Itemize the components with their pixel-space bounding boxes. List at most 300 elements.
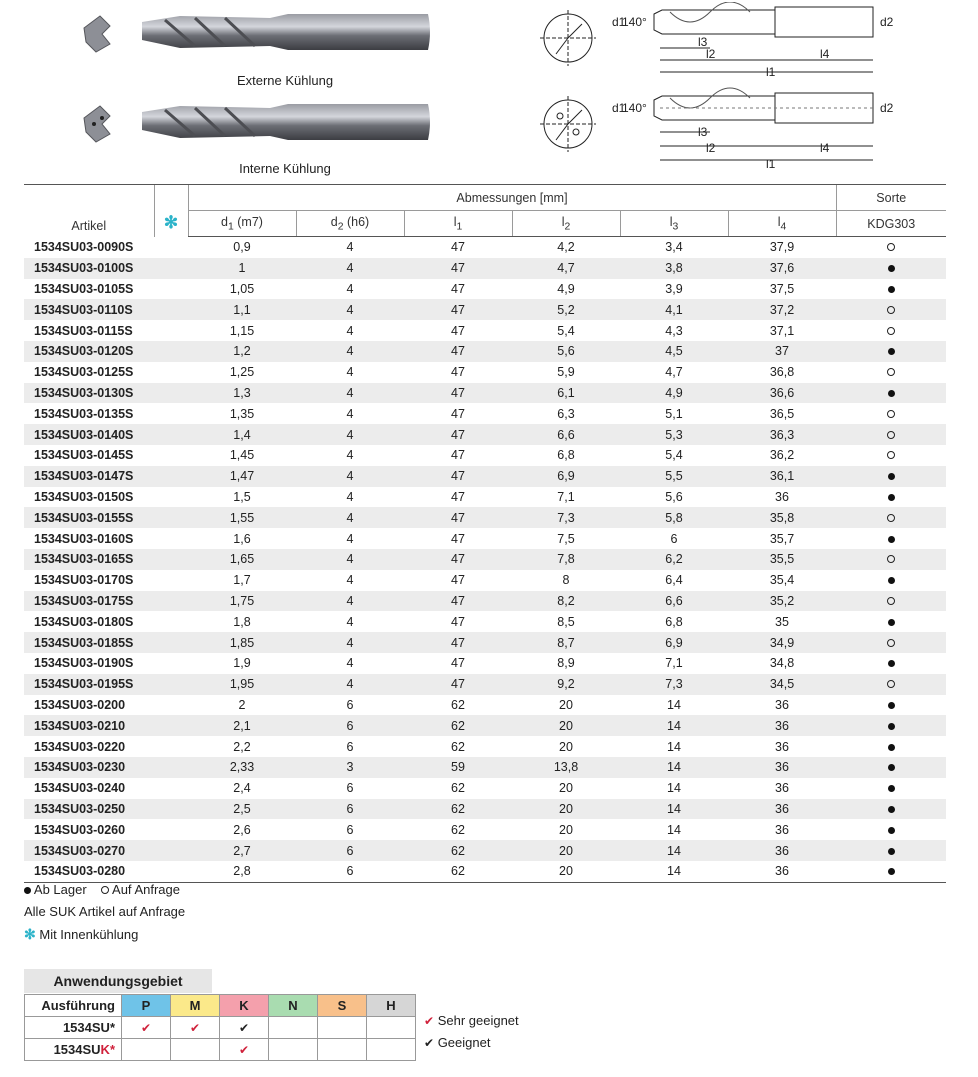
end-view-drawing-1 bbox=[540, 10, 596, 66]
article-cell: 1534SU03-0230 bbox=[24, 757, 154, 778]
angle-label-2: 140° bbox=[622, 101, 647, 115]
d1-cell: 1,65 bbox=[188, 549, 296, 570]
in-stock-icon bbox=[888, 827, 895, 834]
d2-cell: 4 bbox=[296, 632, 404, 653]
suitability-cell bbox=[269, 1017, 318, 1039]
grade-cell bbox=[836, 341, 946, 362]
l2-cell: 20 bbox=[559, 739, 573, 754]
l1-cell: 59 bbox=[404, 757, 512, 778]
very-suitable-label: Sehr geeignet bbox=[437, 1013, 519, 1028]
l1-cell: 47 bbox=[451, 323, 465, 338]
coolant-cell bbox=[154, 445, 188, 466]
l4-cell: 35 bbox=[775, 614, 789, 629]
d2-cell: 4 bbox=[296, 549, 404, 570]
d1-label-1: d1 bbox=[612, 15, 626, 29]
d2-label-2: d2 bbox=[880, 101, 894, 115]
table-row bbox=[24, 424, 946, 445]
l3-header: $l_3$ bbox=[620, 211, 728, 237]
l3-cell: 14 bbox=[667, 781, 681, 796]
d1-cell: 2,2 bbox=[233, 739, 251, 754]
l3-cell: 4,5 bbox=[620, 341, 728, 362]
drill-photo-internal bbox=[142, 104, 430, 140]
in-stock-icon bbox=[888, 744, 895, 751]
l1-cell: 62 bbox=[451, 822, 465, 837]
l2-cell: 20 bbox=[512, 840, 620, 861]
table-row bbox=[24, 799, 946, 820]
l3-cell: 14 bbox=[620, 840, 728, 861]
availability-legend bbox=[24, 882, 180, 897]
drill-dimensions-table bbox=[24, 184, 946, 883]
table-row bbox=[24, 611, 946, 632]
grade-cell bbox=[836, 528, 946, 549]
table-row bbox=[24, 819, 946, 840]
d2-cell: 6 bbox=[296, 861, 404, 882]
d1-cell: 1,3 bbox=[188, 383, 296, 404]
grade-cell bbox=[836, 736, 946, 757]
l4-cell: 37 bbox=[728, 341, 836, 362]
l4-cell: 36,6 bbox=[728, 383, 836, 404]
d1-cell: 1,15 bbox=[229, 323, 255, 338]
technical-drawings bbox=[530, 2, 900, 174]
l2-cell: 6,3 bbox=[557, 406, 575, 421]
l3-cell: 4,7 bbox=[665, 365, 683, 380]
article-cell: 1534SU03-0120S bbox=[24, 341, 154, 362]
suitability-cell bbox=[318, 1039, 367, 1061]
table-row bbox=[24, 861, 946, 882]
l4-cell: 37,2 bbox=[728, 299, 836, 320]
in-stock-icon bbox=[888, 577, 895, 584]
l2-cell: 6,8 bbox=[557, 448, 575, 463]
d2-cell: 4 bbox=[296, 424, 404, 445]
d1-cell: 2,5 bbox=[188, 799, 296, 820]
l4-cell: 37,6 bbox=[728, 258, 836, 279]
coolant-cell bbox=[154, 299, 188, 320]
coolant-cell bbox=[154, 570, 188, 591]
article-cell: 1534SU03-0170S bbox=[34, 573, 134, 588]
black-check-icon: ✔ bbox=[424, 1036, 435, 1050]
article-cell: 1534SU03-0185S bbox=[24, 632, 154, 653]
grade-cell bbox=[836, 695, 946, 716]
coolant-note bbox=[24, 926, 138, 943]
suitability-cell bbox=[171, 1017, 220, 1039]
l2-cell: 7,5 bbox=[557, 531, 575, 546]
red-check-icon: ✔ bbox=[140, 1021, 152, 1035]
coolant-cell bbox=[154, 591, 188, 612]
grade-cell bbox=[836, 507, 946, 528]
on-request-icon bbox=[887, 243, 895, 251]
article-cell: 1534SU03-0190S bbox=[34, 656, 134, 671]
l4-header: $l_4$ bbox=[728, 211, 836, 237]
in-stock-icon bbox=[888, 806, 895, 813]
l1-cell: 47 bbox=[451, 406, 465, 421]
d1-cell: 2,7 bbox=[188, 840, 296, 861]
l4-cell: 37,1 bbox=[769, 323, 795, 338]
l1-cell: 62 bbox=[404, 861, 512, 882]
l1-cell: 47 bbox=[451, 614, 465, 629]
l1-cell: 62 bbox=[451, 697, 465, 712]
grade-cell bbox=[836, 320, 946, 341]
d2-cell: 4 bbox=[346, 281, 354, 296]
l2-cell: 8,2 bbox=[512, 591, 620, 612]
external-cooling-caption: Externe Kühlung bbox=[236, 73, 334, 88]
grade-cell bbox=[836, 466, 946, 487]
article-cell: 1534SU03-0147S bbox=[24, 466, 154, 487]
d2-cell: 3 bbox=[296, 757, 404, 778]
d1-cell: 1,8 bbox=[233, 614, 251, 629]
l1-cell: 47 bbox=[404, 383, 512, 404]
d2-cell: 6 bbox=[346, 781, 354, 796]
on-request-icon bbox=[887, 306, 895, 314]
red-check-icon: ✔ bbox=[424, 1014, 435, 1028]
l4-cell: 36,1 bbox=[728, 466, 836, 487]
execution-header: Ausführung bbox=[25, 995, 122, 1017]
drill-end-view-external bbox=[84, 16, 110, 52]
l3-cell: 5,8 bbox=[620, 507, 728, 528]
coolant-cell bbox=[154, 674, 188, 695]
article-cell: 1534SU03-0165S bbox=[24, 549, 154, 570]
in-stock-icon bbox=[888, 868, 895, 875]
l4-cell: 36,3 bbox=[728, 424, 836, 445]
l4-cell: 36 bbox=[728, 715, 836, 736]
l2-label-1: l2 bbox=[706, 47, 716, 61]
l2-cell: 20 bbox=[559, 697, 573, 712]
l2-header: $l_2$ bbox=[512, 211, 620, 237]
grade-cell bbox=[836, 424, 946, 445]
d2-cell: 4 bbox=[346, 656, 354, 671]
on-request-icon bbox=[101, 886, 109, 894]
article-cell: 1534SU03-0115S bbox=[34, 323, 133, 338]
article-cell: 1534SU03-0240 bbox=[34, 781, 126, 796]
l1-cell: 62 bbox=[451, 739, 465, 754]
material-m-header: M bbox=[171, 995, 220, 1017]
grade-cell bbox=[836, 237, 946, 258]
l4-cell: 36 bbox=[775, 822, 789, 837]
drill-end-view-internal bbox=[84, 106, 110, 142]
d2-cell: 4 bbox=[296, 507, 404, 528]
d1-cell: 1,75 bbox=[188, 591, 296, 612]
d2-cell: 4 bbox=[296, 591, 404, 612]
l2-cell: 5,6 bbox=[512, 341, 620, 362]
article-cell: 1534SU03-0090S bbox=[34, 240, 134, 255]
grade-cell bbox=[836, 570, 946, 591]
drill-images bbox=[70, 8, 450, 178]
coolant-cell bbox=[154, 320, 188, 341]
d2-cell: 4 bbox=[346, 573, 354, 588]
l3-cell: 14 bbox=[667, 739, 681, 754]
grade-cell bbox=[836, 674, 946, 695]
l3-cell: 6,2 bbox=[620, 549, 728, 570]
coolant-cell bbox=[154, 799, 188, 820]
l3-cell: 14 bbox=[667, 822, 681, 837]
l1-cell: 47 bbox=[451, 531, 465, 546]
l3-cell: 14 bbox=[667, 697, 681, 712]
l4-cell: 34,5 bbox=[728, 674, 836, 695]
l4-cell: 36,2 bbox=[769, 448, 795, 463]
grade-group-header: Sorte bbox=[836, 185, 946, 211]
l4-cell: 37,5 bbox=[769, 281, 795, 296]
l3-cell: 4,9 bbox=[620, 383, 728, 404]
suk-note: Alle SUK Artikel auf Anfrage bbox=[24, 904, 186, 919]
l2-cell: 5,9 bbox=[557, 365, 575, 380]
suitable-legend bbox=[424, 1035, 490, 1050]
d1-cell: 2,33 bbox=[188, 757, 296, 778]
coolant-cell bbox=[154, 383, 188, 404]
l2-cell: 5,2 bbox=[512, 299, 620, 320]
material-k-header: K bbox=[220, 995, 269, 1017]
l3-cell: 6,9 bbox=[620, 632, 728, 653]
l1-header: $l_1$ bbox=[404, 211, 512, 237]
d1-cell: 1,1 bbox=[188, 299, 296, 320]
grade-cell bbox=[836, 632, 946, 653]
l1-cell: 62 bbox=[404, 715, 512, 736]
table-row bbox=[24, 258, 946, 279]
l3-cell: 7,3 bbox=[620, 674, 728, 695]
l2-cell: 20 bbox=[512, 861, 620, 882]
d2-cell: 4 bbox=[346, 323, 354, 338]
l4-cell: 37,9 bbox=[769, 240, 795, 255]
grade-cell bbox=[836, 299, 946, 320]
l1-label-2: l1 bbox=[766, 157, 776, 171]
in-stock-label: Ab Lager bbox=[33, 882, 87, 897]
article-cell: 1534SU03-0260 bbox=[34, 822, 126, 837]
l4-cell: 34,8 bbox=[769, 656, 795, 671]
coolant-cell bbox=[154, 341, 188, 362]
row-1534su: 1534SU* bbox=[25, 1017, 122, 1039]
d1-cell: 2,6 bbox=[233, 822, 251, 837]
table-row bbox=[24, 757, 946, 778]
l3-cell: 3,8 bbox=[620, 258, 728, 279]
material-s-header: S bbox=[318, 995, 367, 1017]
l3-cell: 5,3 bbox=[620, 424, 728, 445]
l4-label-1: l4 bbox=[820, 47, 830, 61]
table-row bbox=[24, 299, 946, 320]
material-p-header: P bbox=[122, 995, 171, 1017]
article-cell: 1534SU03-0280 bbox=[24, 861, 154, 882]
l3-cell: 6,8 bbox=[665, 614, 683, 629]
l3-cell: 14 bbox=[620, 757, 728, 778]
red-check-icon: ✔ bbox=[189, 1021, 201, 1035]
coolant-cell bbox=[154, 819, 188, 840]
black-check-icon: ✔ bbox=[238, 1021, 250, 1035]
l4-cell: 36 bbox=[775, 781, 789, 796]
article-cell: 1534SU03-0145S bbox=[34, 448, 134, 463]
coolant-cell bbox=[154, 695, 188, 716]
table-row bbox=[24, 445, 946, 466]
article-cell: 1534SU03-0160S bbox=[34, 531, 134, 546]
table-row bbox=[24, 320, 946, 341]
l2-cell: 8,7 bbox=[512, 632, 620, 653]
grade-cell bbox=[836, 487, 946, 508]
table-row bbox=[24, 591, 946, 612]
l1-cell: 62 bbox=[404, 840, 512, 861]
side-view-drawing-2 bbox=[654, 88, 873, 160]
l2-cell: 9,2 bbox=[512, 674, 620, 695]
d2-cell: 6 bbox=[296, 715, 404, 736]
l1-cell: 62 bbox=[451, 781, 465, 796]
table-row bbox=[24, 736, 946, 757]
coolant-cell bbox=[154, 736, 188, 757]
table-row bbox=[24, 362, 946, 383]
l4-cell: 35,4 bbox=[769, 573, 795, 588]
l4-cell: 35,2 bbox=[728, 591, 836, 612]
l1-cell: 47 bbox=[451, 240, 465, 255]
d2-cell: 4 bbox=[346, 448, 354, 463]
l2-cell: 20 bbox=[512, 715, 620, 736]
d1-cell: 1,5 bbox=[233, 489, 251, 504]
grade-cell bbox=[836, 591, 946, 612]
table-row bbox=[24, 695, 946, 716]
l1-cell: 47 bbox=[404, 466, 512, 487]
l4-cell: 36 bbox=[775, 697, 789, 712]
d1-cell: 1,4 bbox=[188, 424, 296, 445]
coolant-cell bbox=[154, 840, 188, 861]
l1-cell: 47 bbox=[404, 674, 512, 695]
l1-cell: 47 bbox=[404, 424, 512, 445]
l3-cell: 5,6 bbox=[665, 489, 683, 504]
d2-cell: 6 bbox=[346, 697, 354, 712]
in-stock-icon bbox=[888, 348, 895, 355]
grade-cell bbox=[836, 279, 946, 300]
l1-cell: 47 bbox=[451, 489, 465, 504]
d1-cell: 1,55 bbox=[188, 507, 296, 528]
coolant-cell bbox=[154, 757, 188, 778]
l4-cell: 36,5 bbox=[769, 406, 795, 421]
d2-label-1: d2 bbox=[880, 15, 894, 29]
d2-cell: 4 bbox=[296, 674, 404, 695]
l2-cell: 6,9 bbox=[512, 466, 620, 487]
table-row bbox=[24, 549, 946, 570]
d2-cell: 4 bbox=[346, 240, 354, 255]
table-row bbox=[24, 403, 946, 424]
l4-cell: 34,9 bbox=[728, 632, 836, 653]
on-request-label: Auf Anfrage bbox=[112, 882, 180, 897]
d1-cell: 2 bbox=[238, 697, 246, 712]
d1-header: $d_1$ (m7) bbox=[188, 211, 296, 237]
d2-cell: 4 bbox=[296, 383, 404, 404]
l3-label-2: l3 bbox=[698, 125, 708, 139]
d2-cell: 4 bbox=[296, 299, 404, 320]
d1-cell: 1,2 bbox=[188, 341, 296, 362]
d2-cell: 6 bbox=[296, 799, 404, 820]
d1-cell: 1,7 bbox=[233, 573, 251, 588]
coolant-cell bbox=[154, 279, 188, 300]
angle-label-1: 140° bbox=[622, 15, 647, 29]
on-request-icon bbox=[887, 597, 895, 605]
coolant-cell bbox=[154, 362, 188, 383]
l4-cell: 36 bbox=[775, 739, 789, 754]
grade-cell bbox=[836, 383, 946, 404]
suitability-cell bbox=[367, 1017, 416, 1039]
suitability-cell bbox=[269, 1039, 318, 1061]
coolant-cell bbox=[154, 403, 188, 424]
l3-cell: 3,4 bbox=[665, 240, 683, 255]
l3-cell: 14 bbox=[620, 715, 728, 736]
d1-cell: 1,85 bbox=[188, 632, 296, 653]
l2-cell: 8 bbox=[562, 573, 570, 588]
d2-cell: 4 bbox=[346, 489, 354, 504]
d2-cell: 6 bbox=[346, 822, 354, 837]
l2-cell: 4,2 bbox=[557, 240, 575, 255]
very-suitable-legend bbox=[424, 1013, 519, 1028]
snowflake-icon: ✻ bbox=[24, 926, 36, 942]
table-row bbox=[24, 570, 946, 591]
article-cell: 1534SU03-0150S bbox=[34, 489, 134, 504]
grade-cell bbox=[836, 611, 946, 632]
suitability-cell bbox=[318, 1017, 367, 1039]
coolant-cell bbox=[154, 487, 188, 508]
table-row bbox=[24, 778, 946, 799]
l1-cell: 47 bbox=[404, 341, 512, 362]
l2-cell: 7,8 bbox=[512, 549, 620, 570]
application-table bbox=[24, 994, 416, 1061]
article-cell: 1534SU03-0135S bbox=[34, 406, 134, 421]
grade-cell bbox=[836, 653, 946, 674]
in-stock-icon bbox=[888, 286, 895, 293]
l1-cell: 47 bbox=[404, 299, 512, 320]
d1-cell: 0,9 bbox=[233, 240, 251, 255]
grade-cell bbox=[836, 778, 946, 799]
l3-cell: 7,1 bbox=[665, 656, 683, 671]
table-row bbox=[24, 487, 946, 508]
on-request-icon bbox=[887, 410, 895, 418]
grade-cell bbox=[836, 549, 946, 570]
l3-cell: 3,9 bbox=[665, 281, 683, 296]
l3-cell: 6 bbox=[670, 531, 678, 546]
l3-cell: 4,1 bbox=[620, 299, 728, 320]
suitability-cell bbox=[367, 1039, 416, 1061]
d2-cell: 6 bbox=[296, 840, 404, 861]
article-cell: 1534SU03-0140S bbox=[24, 424, 154, 445]
l2-cell: 20 bbox=[512, 799, 620, 820]
on-request-icon bbox=[887, 514, 895, 522]
d1-cell: 2,8 bbox=[188, 861, 296, 882]
grade-cell bbox=[836, 715, 946, 736]
material-n-header: N bbox=[269, 995, 318, 1017]
l3-cell: 14 bbox=[620, 861, 728, 882]
suitability-cell bbox=[171, 1039, 220, 1061]
table-row bbox=[24, 383, 946, 404]
in-stock-icon bbox=[888, 848, 895, 855]
l1-cell: 47 bbox=[451, 365, 465, 380]
d1-cell: 1,45 bbox=[229, 448, 255, 463]
table-row bbox=[24, 674, 946, 695]
d2-cell: 4 bbox=[346, 531, 354, 546]
end-view-drawing-2 bbox=[540, 96, 596, 152]
table-row bbox=[24, 466, 946, 487]
in-stock-icon bbox=[888, 536, 895, 543]
d1-cell: 1,95 bbox=[188, 674, 296, 695]
grade-cell bbox=[836, 403, 946, 424]
table-row bbox=[24, 341, 946, 362]
l4-label-2: l4 bbox=[820, 141, 830, 155]
table-row bbox=[24, 632, 946, 653]
l1-cell: 47 bbox=[451, 573, 465, 588]
l3-cell: 5,1 bbox=[665, 406, 683, 421]
d2-cell: 4 bbox=[346, 614, 354, 629]
d1-cell: 1,05 bbox=[229, 281, 255, 296]
l2-cell: 7,1 bbox=[557, 489, 575, 504]
grade-cell bbox=[836, 799, 946, 820]
article-cell: 1534SU03-0175S bbox=[24, 591, 154, 612]
in-stock-icon bbox=[888, 660, 895, 667]
on-request-icon bbox=[887, 639, 895, 647]
suitability-cell bbox=[122, 1017, 171, 1039]
in-stock-icon bbox=[24, 887, 31, 894]
side-view-drawing-1 bbox=[654, 2, 873, 72]
grade-cell bbox=[836, 362, 946, 383]
l2-cell: 6,1 bbox=[512, 383, 620, 404]
on-request-icon bbox=[887, 451, 895, 459]
